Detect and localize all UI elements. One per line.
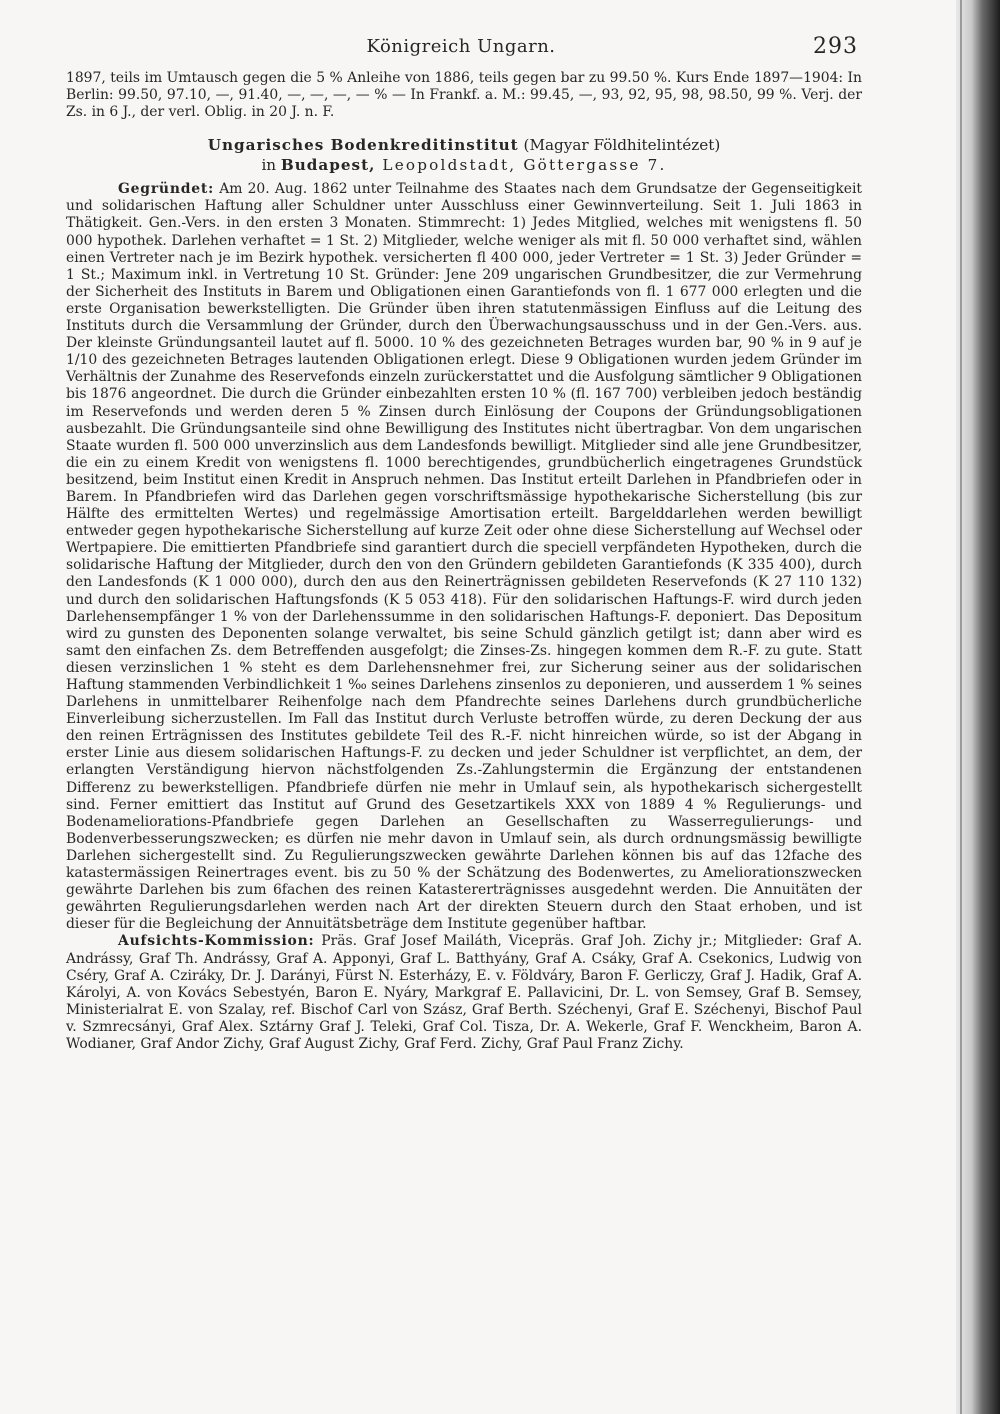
entry-title: Ungarisches Bodenkreditinstitut bbox=[207, 136, 519, 155]
running-head bbox=[64, 36, 858, 64]
location-city: Budapest, bbox=[280, 156, 376, 175]
intro-paragraph: 1897, teils im Umtausch gegen die 5 % Anleihe von 1886, teils gegen bar zu 99.50 %. Kurs Ende 1897—1904: In Berlin: 99.50, 97.10, —, 91.40, —, —, —, — % — In Frankf. a. M.: 99.45, —, 93, 92, 95, 98, 98.50, 99 %. Verj. der Zs. in 6 J., der verl. Oblig. in 20 J. n. F. bbox=[66, 70, 862, 121]
founded-text: Am 20. Aug. 1862 unter Teilnahme des Staates nach dem Grundsatze der Gegenseitigkeit und solidarischen Haftung aller Schuldner unter Ausschluss einer Gewinnverteilung. Seit 1. Juli 1863 in Thätigkeit. Gen.-Vers. in den ersten 3 Monaten. Stimmrecht: 1) Jedes Mitglied, welches mit wenigstens fl. 50 000 hypothek. Darlehen verhaftet = 1 St. 2) Mitglieder, welche weniger als mit fl. 50 000 verhaftet sind, wählen einen Vertreter nach je im Bezirk hypothek. versicherten fl 400 000, jeder Vertreter = 1 St. 3) Jeder Gründer = 1 St.; Maximum inkl. in Vertretung 10 St. Gründer: Jene 209 ungarischen Grundbesitzer, die zur Vermehrung der Sicherheit des Instituts in Barem und Obligationen einen Garantiefonds von fl. 1 677 000 erlegten und die erste Organisation bewerkstelligten. Die Gründer üben ihren statutenmässigen Einfluss auf die Leitung des Instituts durch die Versammlung der Gründer, durch den Überwachungsausschuss und in der Gen.-Vers. aus. Der kleinste Gründungsanteil lautet auf fl. 5000. 10 % des gezeichneten Betrages wurden bar, 90 % in 9 auf je 1/10 des gezeichneten Betrages lautenden Obligationen erlegt. Diese 9 Obligationen wurden jedem Gründer im Verhältnis der Zunahme des Reservefonds einzeln zurückerstattet und die Ausfolgung sämtlicher 9 Obligationen bis 1876 angeordnet. Die durch die Gründer einbezahlten ersten 10 % (fl. 167 700) verbleiben jedoch beständig im Reservefonds und werden deren 5 % Zinsen durch Einlösung der Coupons der Gründungsobligationen ausbezahlt. Die Gründungsanteile sind ohne Bewilligung des Institutes nicht übertragbar. Von dem ungarischen Staate wurden fl. 500 000 unverzinslich aus dem Landesfonds bewilligt. Mitglieder sind alle jene Grundbesitzer, die ein zu einem Kredit von wenigstens fl. 1000 berechtigendes, grundbücherlich eingetragenes Grundstück besitzend, beim Institut einen Kredit in Anspruch nehmen. Das Institut erteilt Darlehen in Pfandbriefen oder in Barem. In Pfandbriefen wird das Darlehen gegen vorschriftsmässige hypothekarische Sicherstellung (bis zur Hälfte des ermittelten Wertes) und regelmässige Amortisation erteilt. Bargelddarlehen werden bewilligt entweder gegen hypothekarische Sicherstellung auf kurze Zeit oder ohne diese Sicherstellung auf Wechsel oder Wertpapiere. Die emittierten Pfandbriefe sind garantiert durch die speciell verpfändeten Hypotheken, durch die solidarische Haftung der Mitglieder, durch den von den Gründern gebildeten Garantiefonds (K 335 400), durch den Landesfonds (K 1 000 000), durch den aus den Reinerträgnissen gebildeten Reservefonds (K 27 110 132) und durch den solidarischen Haftungsfonds (K 5 053 418). Für den solidarischen Haftungs-F. wird durch jeden Darlehensempfänger 1 % von der Darlehenssumme in den solidarischen Haftungs-F. deponiert. Das Depositum wird zu gunsten des Deponenten solange verwaltet, bis seine Schuld gänzlich getilgt ist; dann aber wird es samt den einfachen Zs. dem Betreffenden ausgefolgt; die Zinses-Zs. hingegen kommen dem R.-F. zu gute. Statt diesen verzinslichen 1 % steht es dem Darlehensnehmer frei, zur Sicherung seiner aus der solidarischen Haftung stammenden Verbindlichkeit 1 ‰ seines Darlehens zinsenlos zu deponieren, und ausserdem 1 % seines Darlehens in unmittelbarer Reihenfolge nach dem Pfandrechte seines Darlehens durch grundbücherliche Einverleibung sicherzustellen. Im Fall das Institut durch Verluste betroffen würde, zu deren Deckung der aus den reinen Erträgnissen des Institutes gebildete Teil des R.-F. nicht hinreichen würde, so ist der Abgang in erster Linie aus diesem solidarischen Haftungs-F. zu decken und jeder Schuldner ist verpflichtet, an dem, der erlangten Verständigung hiervon nächstfolgenden Zs.-Zahlungstermin die Ergänzung der entstandenen Differenz zu bewerkstelligen. Pfandbriefe dürfen nie mehr in Umlauf sein, als hypothekarisch sichergestellt sind. Ferner emittiert das Institut auf Grund des Gesetzartikels XXX von 1889 4 % Regulierungs- und Bodenameliorations-Pfandbriefe gegen Darlehen an Gesellschaften zu Wasserregulierungs- und Bodenverbesserungszwecken; es dürfen nie mehr davon in Umlauf sein, als durch ordnungsmässig bewilligte Darlehen sichergestellt sind. Zu Regulierungszwecken gewährte Darlehen können bis auf das 12fache des katastermässigen Reinertrages event. bis zu 50 % der Schätzung des Bodenwertes, zu Ameliorationszwecken gewährte Darlehen bis zum 6fachen des reinen Katastererträgnisses ausgedehnt werden. Die Annuitäten der gewährten Regulierungsdarlehen werden nach Art der direkten Steuern durch den Staat erhoben, und ist dieser für die Begleichung der Annuitätsbeträge dem Institute gegenüber haftbar. bbox=[66, 181, 862, 933]
entry-title-line bbox=[66, 135, 862, 155]
entry-location-line bbox=[66, 155, 862, 175]
page-body bbox=[66, 70, 862, 1053]
page-edge-shadow bbox=[956, 0, 1000, 1414]
entry-title-hungarian: (Magyar Földhitelintézet) bbox=[518, 136, 721, 155]
board-paragraph bbox=[66, 933, 862, 1053]
founded-paragraph bbox=[66, 181, 862, 933]
founded-label: Gegründet: bbox=[118, 181, 215, 198]
location-address: Leopoldstadt, Göttergasse 7. bbox=[375, 156, 667, 175]
entry-heading bbox=[66, 135, 862, 175]
page-number: 293 bbox=[813, 34, 858, 59]
board-text: Präs. Graf Josef Mailáth, Vicepräs. Graf Joh. Zichy jr.; Mitglieder: Graf A. Andrássy, Graf Th. Andrássy, Graf A. Apponyi, Graf L. Batthyány, Graf A. Csáky, Graf A. Csekonics, Ludwig von Cséry, Graf A. Cziráky, Dr. J. Darányi, Fürst N. Esterházy, E. v. Földváry, Baron F. Gerliczy, Graf J. Hadik, Graf A. Károlyi, A. von Kovács Sebestyén, Baron E. Nyáry, Markgraf E. Pallavicini, Dr. L. von Semsey, Graf B. Semsey, Ministerialrat E. von Szalay, ref. Bischof Carl von Szász, Graf Berth. Széchenyi, Graf E. Széchenyi, Bischof Paul v. Szmrecsányi, Graf Alex. Sztárny Graf J. Teleki, Graf Col. Tisza, Dr. A. Wekerle, Graf F. Wenckheim, Baron A. Wodianer, Graf Andor Zichy, Graf August Zichy, Graf Ferd. Zichy, Graf Paul Franz Zichy. bbox=[66, 933, 862, 1052]
board-label: Aufsichts-Kommission: bbox=[118, 933, 315, 950]
page-edge-line bbox=[960, 0, 962, 1414]
location-prefix: in bbox=[261, 156, 281, 175]
running-title: Königreich Ungarn. bbox=[366, 36, 556, 57]
